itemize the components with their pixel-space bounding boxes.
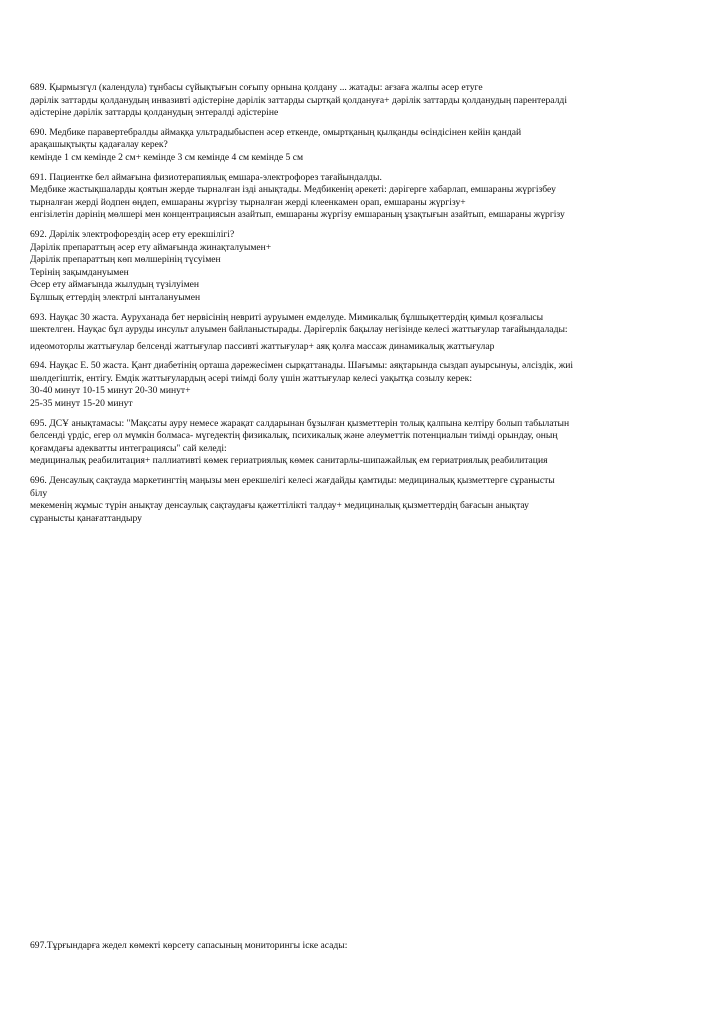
answer-line: кемінде 1 см кемінде 2 см+ кемінде 3 см кемінде 4 см кемінде 5 см [30, 151, 304, 163]
question-line: 691. Пациентке бел аймағына физиотерапиялық емшара-электрофорез тағайындалды. [30, 171, 382, 183]
question-line: 692. Дәрілік электрофорездің әсер ету ерекшілігі? [30, 228, 235, 240]
question-695 [30, 418, 695, 468]
answer-line: Терінің зақымдануымен [30, 266, 129, 278]
question-689 [30, 82, 695, 120]
question-697: 697.Тұрғындарға жедел көмекті көрсету сапасының мониторингы іске асады: [30, 940, 348, 951]
question-line: 695. ДСҰ анықтамасы: "Мақсаты ауру немесе жарақат салдарынан бұзылған қызметтерін толық қалпына келтіру болып табылатын [30, 417, 570, 429]
question-692 [30, 229, 695, 305]
question-list [30, 82, 695, 532]
question-691 [30, 172, 695, 222]
answer-line: Әсер ету аймағында жылудың түзілуімен [30, 279, 200, 291]
answer-line: 30-40 минут 10-15 минут 20-30 минут+ [30, 385, 191, 397]
answer-line: әдістеріне дәрілік заттарды қолданудың энтералді әдістеріне [30, 107, 279, 119]
question-line: 696. Денсаулық сақтауда маркетингтің маңызы мен ерекшелігі келесі жағдайды қамтиды: медициналық қызметтерге сұранысты [30, 475, 555, 487]
answer-line: тырналған жерді йодпен өңдеп, емшараны жүргізу тырналған жерді клеенкамен орап, емшараны жүргізу+ [30, 196, 466, 208]
question-line: арақашықтықты қадағалау керек? [30, 139, 168, 151]
question-696 [30, 475, 695, 525]
answer-line: медициналық реабилитация+ паллиативті көмек гериатриялық көмек санитарлы-шипажайлық ем гериатриялық реабилитация [30, 455, 548, 467]
question-line: белсенді үрдіс, егер ол мүмкін болмаса- мүгедектің физикалық, психикалық және әлеуметтік потенциалын тиімді орындау, оның [30, 430, 558, 442]
answer-line: Дәрілік препараттың көп мөлшерінің түсуімен [30, 254, 221, 266]
question-line: қоғамдағы адекватты интеграциясы" сай келеді: [30, 442, 227, 454]
question-line: 693. Науқас 30 жаста. Аурухaнада бет нервісінің невриті ауруымен емделуде. Мимикалық бұлшықеттердің қимыл қозғалысы [30, 311, 544, 323]
answer-line: мекеменің жұмыс түрін анықтау денсаулық сақтаудағы қажеттілікті талдау+ медициналық қызметтердің бағасын анықтау [30, 500, 529, 512]
question-693 [30, 312, 695, 354]
question-line: шөлдегіштік, ентігу. Емдік жаттығулардың әсері тиімді болу үшін жаттығулар келесі уақытқа созылу керек: [30, 372, 472, 384]
question-line: 690. Медбике паравертебралды аймаққа ультрадыбыспен әсер еткенде, омыртқаның қылқанды өсіндісінен кейін қандай [30, 126, 522, 138]
question-line: 689. Қырмызгүл (календула) тұнбасы сүйықтығын соғыпу орнына қолдану ... жатады: ағзаға жалпы әсер етуге [30, 82, 483, 93]
question-line: 694. Науқас Е. 50 жаста. Қант диабетінің орташа дәрежесімен сырқаттанады. Шағымы: аяқтарында сыздап ауырсынуы, әлсіздік, жиі [30, 360, 574, 372]
question-line: шектелген. Науқас бұл ауруды инсульт алуымен байланыстырады. Дәрігерлік бақылау негізінде келесі жаттығулар тағайындалады: [30, 324, 568, 336]
answer-line: енгізілетін дәрінің мөлшері мен концентрациясын азайтып, емшараны жүргізу емшараның ұзақтығын азайтып, емшараны жүргізу [30, 209, 565, 221]
question-line: білу [30, 487, 48, 499]
answer-line: сұранысты қанағаттандыру [30, 512, 142, 524]
question-694 [30, 360, 695, 410]
question-690 [30, 127, 695, 165]
answer-line: 25-35 минут 15-20 минут [30, 398, 133, 410]
answer-line: дәрілік заттарды қолданудың инвазивті әдістеріне дәрілік заттарды сыртқай қолдануға+ дәрілік заттарды қолданудың парентералді [30, 94, 567, 106]
question-line: Медбике жастықшаларды қоятын жерде тырналған ізді анықтады. Медбикенің әрекеті: дәрігерге хабарлап, емшараны жүргізбеу [30, 184, 556, 196]
answer-line: Дәрілік препараттың әсер ету аймағында жинақталуымен+ [30, 241, 272, 253]
answer-line: идеомоторлы жаттығулар белсенді жаттығулар пассивті жаттығулар+ аяқ қолға массаж динамикалық жаттығулар [30, 340, 495, 352]
answer-line: Бұлшық еттердің электрлі ынталануымен [30, 291, 201, 303]
